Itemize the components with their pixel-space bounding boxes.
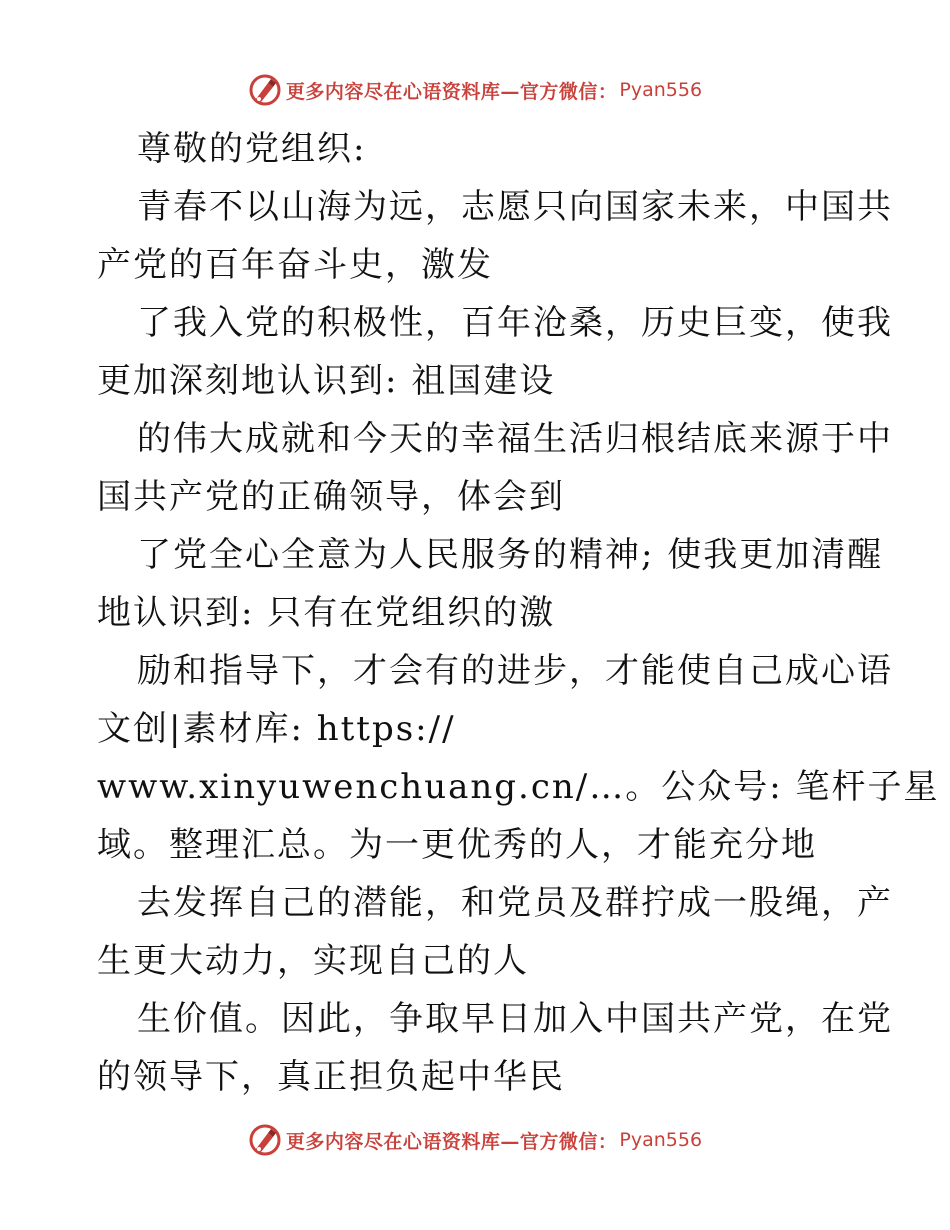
pen-circle-logo-icon bbox=[248, 1123, 282, 1157]
header-banner-contact: Pyan556 bbox=[619, 79, 703, 101]
text-line: 地认识到: 只有在党组织的激 bbox=[97, 593, 556, 633]
text-line: 产党的百年奋斗史，激发 bbox=[97, 245, 493, 285]
text-line: 青春不以山海为远，志愿只向国家未来，中国共 bbox=[137, 187, 893, 227]
text-line: 文创|素材库: https:// bbox=[97, 709, 456, 749]
header-banner-text: 更多内容尽在心语资料库—官方微信： bbox=[285, 80, 618, 103]
text-line: 生更大动力，实现自己的人 bbox=[97, 941, 529, 981]
pen-circle-logo-icon bbox=[248, 73, 282, 107]
text-line: 了党全心全意为人民服务的精神; 使我更加清醒 bbox=[137, 535, 884, 575]
footer-banner-text: 更多内容尽在心语资料库—官方微信： bbox=[285, 1130, 618, 1153]
text-line: 了我入党的积极性，百年沧桑，历史巨变，使我 bbox=[137, 303, 893, 343]
text-line: 尊敬的党组织: bbox=[137, 129, 367, 169]
text-line: 的领导下，真正担负起中华民 bbox=[97, 1057, 565, 1097]
header-banner bbox=[0, 70, 950, 110]
text-line: 生价值。因此，争取早日加入中国共产党，在党 bbox=[137, 999, 893, 1039]
text-line: 励和指导下，才会有的进步，才能使自己成心语 bbox=[137, 651, 893, 691]
text-line: 域。整理汇总。为一更优秀的人，才能充分地 bbox=[97, 825, 817, 865]
text-line: 国共产党的正确领导，体会到 bbox=[97, 477, 565, 517]
text-line: 的伟大成就和今天的幸福生活归根结底来源于中 bbox=[137, 419, 893, 459]
text-line: 更加深刻地认识到: 祖国建设 bbox=[97, 361, 556, 401]
text-line: www.xinyuwenchuang.cn/…。公众号: 笔杆子星 bbox=[97, 767, 940, 807]
letter-body bbox=[97, 120, 940, 1106]
footer-banner bbox=[0, 1120, 950, 1160]
footer-banner-contact: Pyan556 bbox=[619, 1129, 703, 1151]
text-line: 去发挥自己的潜能，和党员及群拧成一股绳，产 bbox=[137, 883, 893, 923]
